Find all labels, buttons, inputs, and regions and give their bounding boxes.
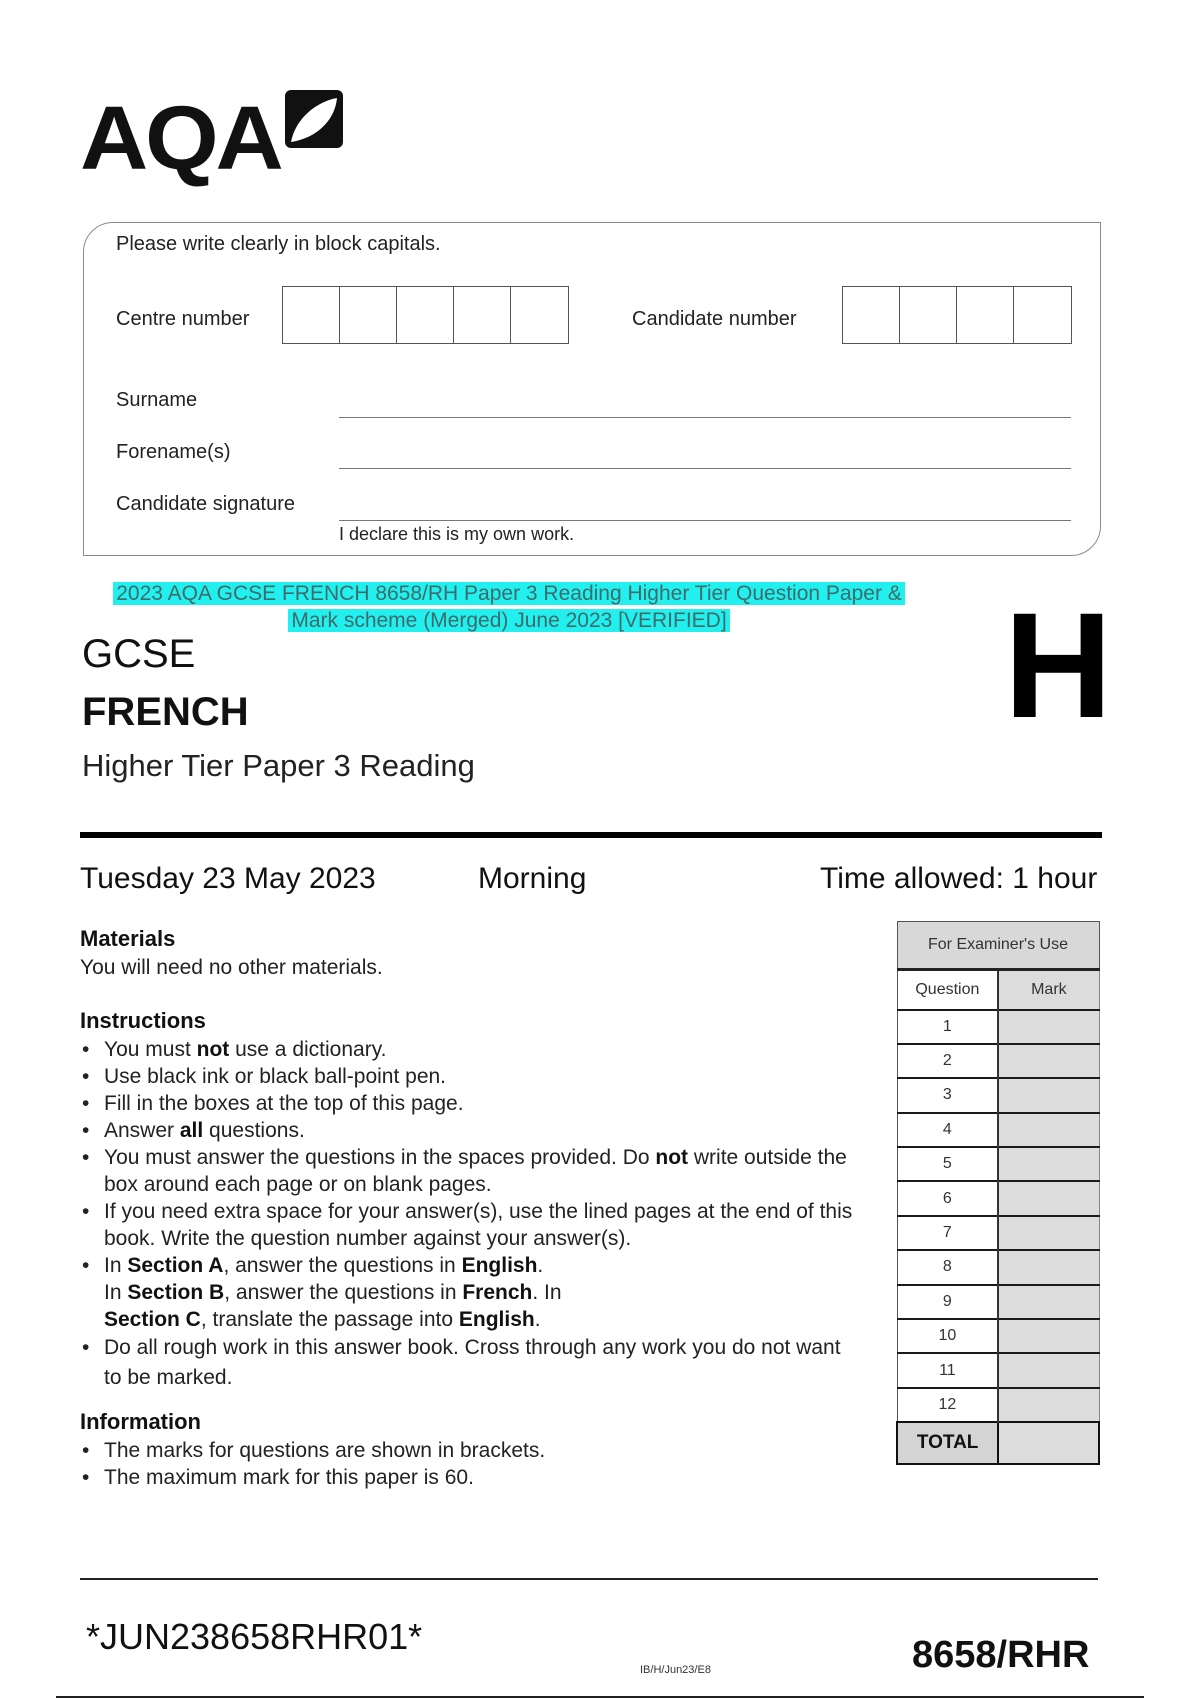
mark-cell[interactable] xyxy=(998,1181,1099,1215)
mark-cell[interactable] xyxy=(998,1388,1099,1422)
centre-number-label: Centre number xyxy=(116,308,250,330)
mark-column-header: Mark xyxy=(998,970,1099,1010)
mark-cell[interactable] xyxy=(998,1285,1099,1319)
mark-cell[interactable] xyxy=(998,1113,1099,1147)
instructions-list xyxy=(80,1036,860,1393)
document-reference: IB/H/Jun23/E8 xyxy=(640,1664,711,1676)
question-column-header: Question xyxy=(897,970,998,1010)
question-number: 9 xyxy=(897,1285,998,1319)
table-row xyxy=(897,1250,1099,1284)
qualification-title: GCSE xyxy=(82,632,196,676)
signature-label: Candidate signature xyxy=(116,493,296,515)
information-item: • The maximum mark for this paper is 60. xyxy=(80,1464,860,1491)
aqa-logo xyxy=(80,88,281,189)
candidate-number-digit[interactable] xyxy=(843,287,900,343)
information-heading: Information xyxy=(80,1409,201,1434)
paper-code: 8658/RHR xyxy=(912,1634,1090,1676)
instruction-item: • Fill in the boxes at the top of this page. xyxy=(80,1090,860,1117)
question-number: 11 xyxy=(897,1353,998,1387)
mark-cell[interactable] xyxy=(998,1216,1099,1250)
materials-text: You will need no other materials. xyxy=(80,956,383,979)
materials-section xyxy=(80,925,860,981)
mark-cell[interactable] xyxy=(998,1147,1099,1181)
document-title-banner xyxy=(84,580,934,634)
block-capitals-instruction: Please write clearly in block capitals. xyxy=(116,233,441,255)
paper-title: Higher Tier Paper 3 Reading xyxy=(82,748,475,783)
centre-number-digit[interactable] xyxy=(340,287,397,343)
tier-letter: H xyxy=(1004,581,1113,749)
table-row xyxy=(897,1319,1099,1353)
centre-number-digit[interactable] xyxy=(454,287,511,343)
forenames-input[interactable] xyxy=(339,468,1071,469)
instruction-item: • Use black ink or black ball-point pen. xyxy=(80,1063,860,1090)
question-number: 12 xyxy=(897,1388,998,1422)
question-number: 10 xyxy=(897,1319,998,1353)
candidate-number-digit[interactable] xyxy=(957,287,1014,343)
header-divider xyxy=(80,832,1102,838)
centre-number-digit[interactable] xyxy=(283,287,340,343)
question-number: 6 xyxy=(897,1181,998,1215)
page-bottom-rule xyxy=(56,1696,1144,1698)
table-row xyxy=(897,1216,1099,1250)
table-row xyxy=(897,1113,1099,1147)
total-row xyxy=(897,1422,1099,1464)
candidate-number-field[interactable] xyxy=(842,286,1072,344)
information-list xyxy=(80,1437,860,1491)
exam-session: Morning xyxy=(478,862,587,895)
examiner-table-title: For Examiner's Use xyxy=(897,922,1099,970)
surname-label: Surname xyxy=(116,389,198,411)
candidate-number-label: Candidate number xyxy=(632,308,797,330)
question-number: 7 xyxy=(897,1216,998,1250)
instruction-item: • You must answer the questions in the spaces provided. Do not write outside the box around each page or on blank pages. xyxy=(80,1144,860,1198)
footer-divider xyxy=(80,1578,1098,1580)
candidate-number-digit[interactable] xyxy=(900,287,957,343)
materials-heading: Materials xyxy=(80,926,176,951)
mark-cell[interactable] xyxy=(998,1250,1099,1284)
table-row xyxy=(897,1010,1099,1044)
instructions-heading: Instructions xyxy=(80,1008,206,1033)
question-number: 4 xyxy=(897,1113,998,1147)
instruction-item: • You must not use a dictionary. xyxy=(80,1036,860,1063)
mark-cell[interactable] xyxy=(998,1319,1099,1353)
information-section xyxy=(80,1408,860,1491)
instruction-item: • If you need extra space for your answer(s), use the lined pages at the end of this book. Write the question number against your answer(s). xyxy=(80,1198,860,1252)
own-work-declaration: I declare this is my own work. xyxy=(339,524,575,544)
logo-text: AQA xyxy=(80,89,281,189)
question-number: 3 xyxy=(897,1078,998,1112)
table-row xyxy=(897,1285,1099,1319)
question-number: 2 xyxy=(897,1044,998,1078)
table-row xyxy=(897,1147,1099,1181)
examiner-use-table xyxy=(896,921,1100,1465)
aqa-leaf-mark-icon xyxy=(285,90,343,148)
total-mark-cell[interactable] xyxy=(998,1422,1099,1464)
mark-cell[interactable] xyxy=(998,1353,1099,1387)
surname-input[interactable] xyxy=(339,417,1071,418)
table-row xyxy=(897,1388,1099,1422)
information-item: • The marks for questions are shown in brackets. xyxy=(80,1437,860,1464)
banner-line-2: Mark scheme (Merged) June 2023 [VERIFIED] xyxy=(288,609,729,632)
instructions-section xyxy=(80,1007,860,1393)
total-label: TOTAL xyxy=(897,1422,998,1464)
table-row xyxy=(897,1078,1099,1112)
instruction-item: • Answer all questions. xyxy=(80,1117,860,1144)
forenames-label: Forename(s) xyxy=(116,441,231,463)
centre-number-field[interactable] xyxy=(282,286,569,344)
exam-date: Tuesday 23 May 2023 xyxy=(80,862,376,895)
question-number: 5 xyxy=(897,1147,998,1181)
centre-number-digit[interactable] xyxy=(511,287,568,343)
question-number: 8 xyxy=(897,1250,998,1284)
centre-number-digit[interactable] xyxy=(397,287,454,343)
mark-cell[interactable] xyxy=(998,1010,1099,1044)
table-row xyxy=(897,1044,1099,1078)
instruction-item-sections: • In Section A, answer the questions in English. In Section B, answer the questions in French. In Section C, translate the passage into English. xyxy=(80,1252,860,1333)
signature-input[interactable] xyxy=(339,520,1071,521)
table-row xyxy=(897,1181,1099,1215)
instruction-item: • Do all rough work in this answer book. Cross through any work you do not want to be marked. xyxy=(80,1333,860,1393)
barcode-text: *JUN238658RHR01* xyxy=(86,1616,423,1657)
candidate-number-digit[interactable] xyxy=(1014,287,1071,343)
mark-cell[interactable] xyxy=(998,1078,1099,1112)
candidate-details-box xyxy=(83,222,1101,556)
question-number: 1 xyxy=(897,1010,998,1044)
banner-line-1: 2023 AQA GCSE FRENCH 8658/RH Paper 3 Reading Higher Tier Question Paper & xyxy=(113,582,905,605)
time-allowed: Time allowed: 1 hour xyxy=(820,862,1098,895)
mark-cell[interactable] xyxy=(998,1044,1099,1078)
subject-title: FRENCH xyxy=(82,690,249,734)
table-row xyxy=(897,1353,1099,1387)
